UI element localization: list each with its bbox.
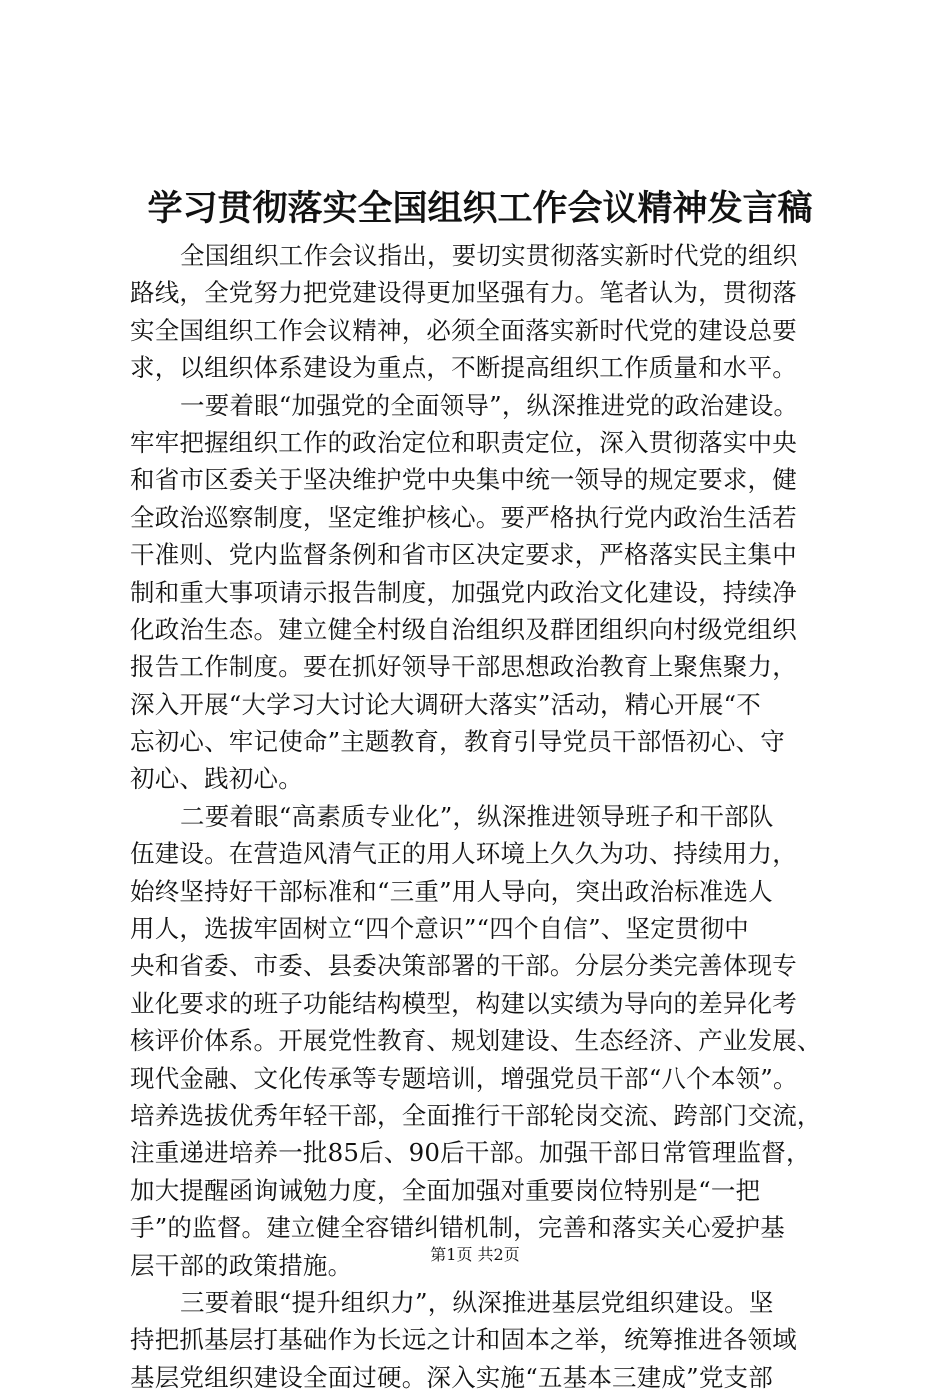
text-line: 忘初心、牢记使命”主题教育，教育引导党员干部悟初心、守: [130, 727, 785, 757]
text-line: 基层党组织建设全面过硬。深入实施“五基本三建成”党支部: [130, 1362, 773, 1392]
paragraph-first-line: 三要着眼“提升组织力”，纵深推进基层党组织建设。坚: [180, 1287, 774, 1317]
text-line: 化政治生态。建立健全村级自治组织及群团组织向村级党组织: [130, 614, 797, 644]
text-line: 深入开展“大学习大讨论大调研大落实”活动，精心开展“不: [130, 689, 761, 719]
text-line: 和省市区委关于坚决维护党中央集中统一领导的规定要求，健: [130, 465, 797, 495]
document-body: [130, 237, 845, 1396]
paragraph-first-line: 二要着眼“高素质专业化”，纵深推进领导班子和干部队: [180, 801, 774, 831]
text-line: 持把抓基层打基础作为长远之计和固本之举，统筹推进各领域: [130, 1325, 797, 1355]
text-line: 报告工作制度。要在抓好领导干部思想政治教育上聚焦聚力，: [130, 652, 797, 682]
text-line: 培养选拔优秀年轻干部，全面推行干部轮岗交流、跨部门交流，: [130, 1100, 822, 1130]
text-line: 业化要求的班子功能结构模型，构建以实绩为导向的差异化考: [130, 988, 797, 1018]
document-title: 学习贯彻落实全国组织工作会议精神发言稿: [147, 188, 813, 229]
text-line: 牢牢把握组织工作的政治定位和职责定位，深入贯彻落实中央: [130, 427, 797, 457]
text-line: 央和省委、市委、县委决策部署的干部。分层分类完善体现专: [130, 951, 797, 981]
paragraph-first-line: 全国组织工作会议指出，要切实贯彻落实新时代党的组织: [180, 241, 798, 270]
text-line: 干准则、党内监督条例和省市区决定要求，严格落实民主集中: [130, 540, 797, 570]
page-footer: 第1页 共2页: [430, 1245, 520, 1264]
text-line: 手”的监督。建立健全容错纠错机制，完善和落实关心爱护基: [130, 1213, 785, 1243]
text-line: 层干部的政策措施。: [130, 1250, 353, 1280]
text-line: 全政治巡察制度，坚定维护核心。要严格执行党内政治生活若: [130, 502, 797, 532]
text-line: 注重递进培养一批85后、90后干部。加强干部日常管理监督，: [130, 1138, 811, 1168]
text-line: 求，以组织体系建设为重点，不断提高组织工作质量和水平。: [130, 353, 797, 383]
text-line: 制和重大事项请示报告制度，加强党内政治文化建设，持续净: [130, 577, 797, 607]
text-line: 初心、践初心。: [130, 764, 303, 794]
text-line: 加大提醒函询诫勉力度，全面加强对重要岗位特别是“一把: [130, 1175, 761, 1205]
text-line: 始终坚持好干部标准和“三重”用人导向，突出政治标准选人: [130, 876, 773, 906]
text-line: 核评价体系。开展党性教育、规划建设、生态经济、产业发展、: [130, 1026, 822, 1056]
text-line: 路线，全党努力把党建设得更加坚强有力。笔者认为，贯彻落: [130, 278, 797, 308]
text-line: 用人，选拔牢固树立“四个意识”“四个自信”、坚定贯彻中: [130, 914, 749, 944]
paragraph-first-line: 一要着眼“加强党的全面领导”，纵深推进党的政治建设。: [180, 390, 799, 420]
text-line: 伍建设。在营造风清气正的用人环境上久久为功、持续用力，: [130, 839, 797, 869]
text-line: 实全国组织工作会议精神，必须全面落实新时代党的建设总要: [130, 315, 797, 345]
text-line: 现代金融、文化传承等专题培训，增强党员干部“八个本领”。: [130, 1063, 798, 1093]
